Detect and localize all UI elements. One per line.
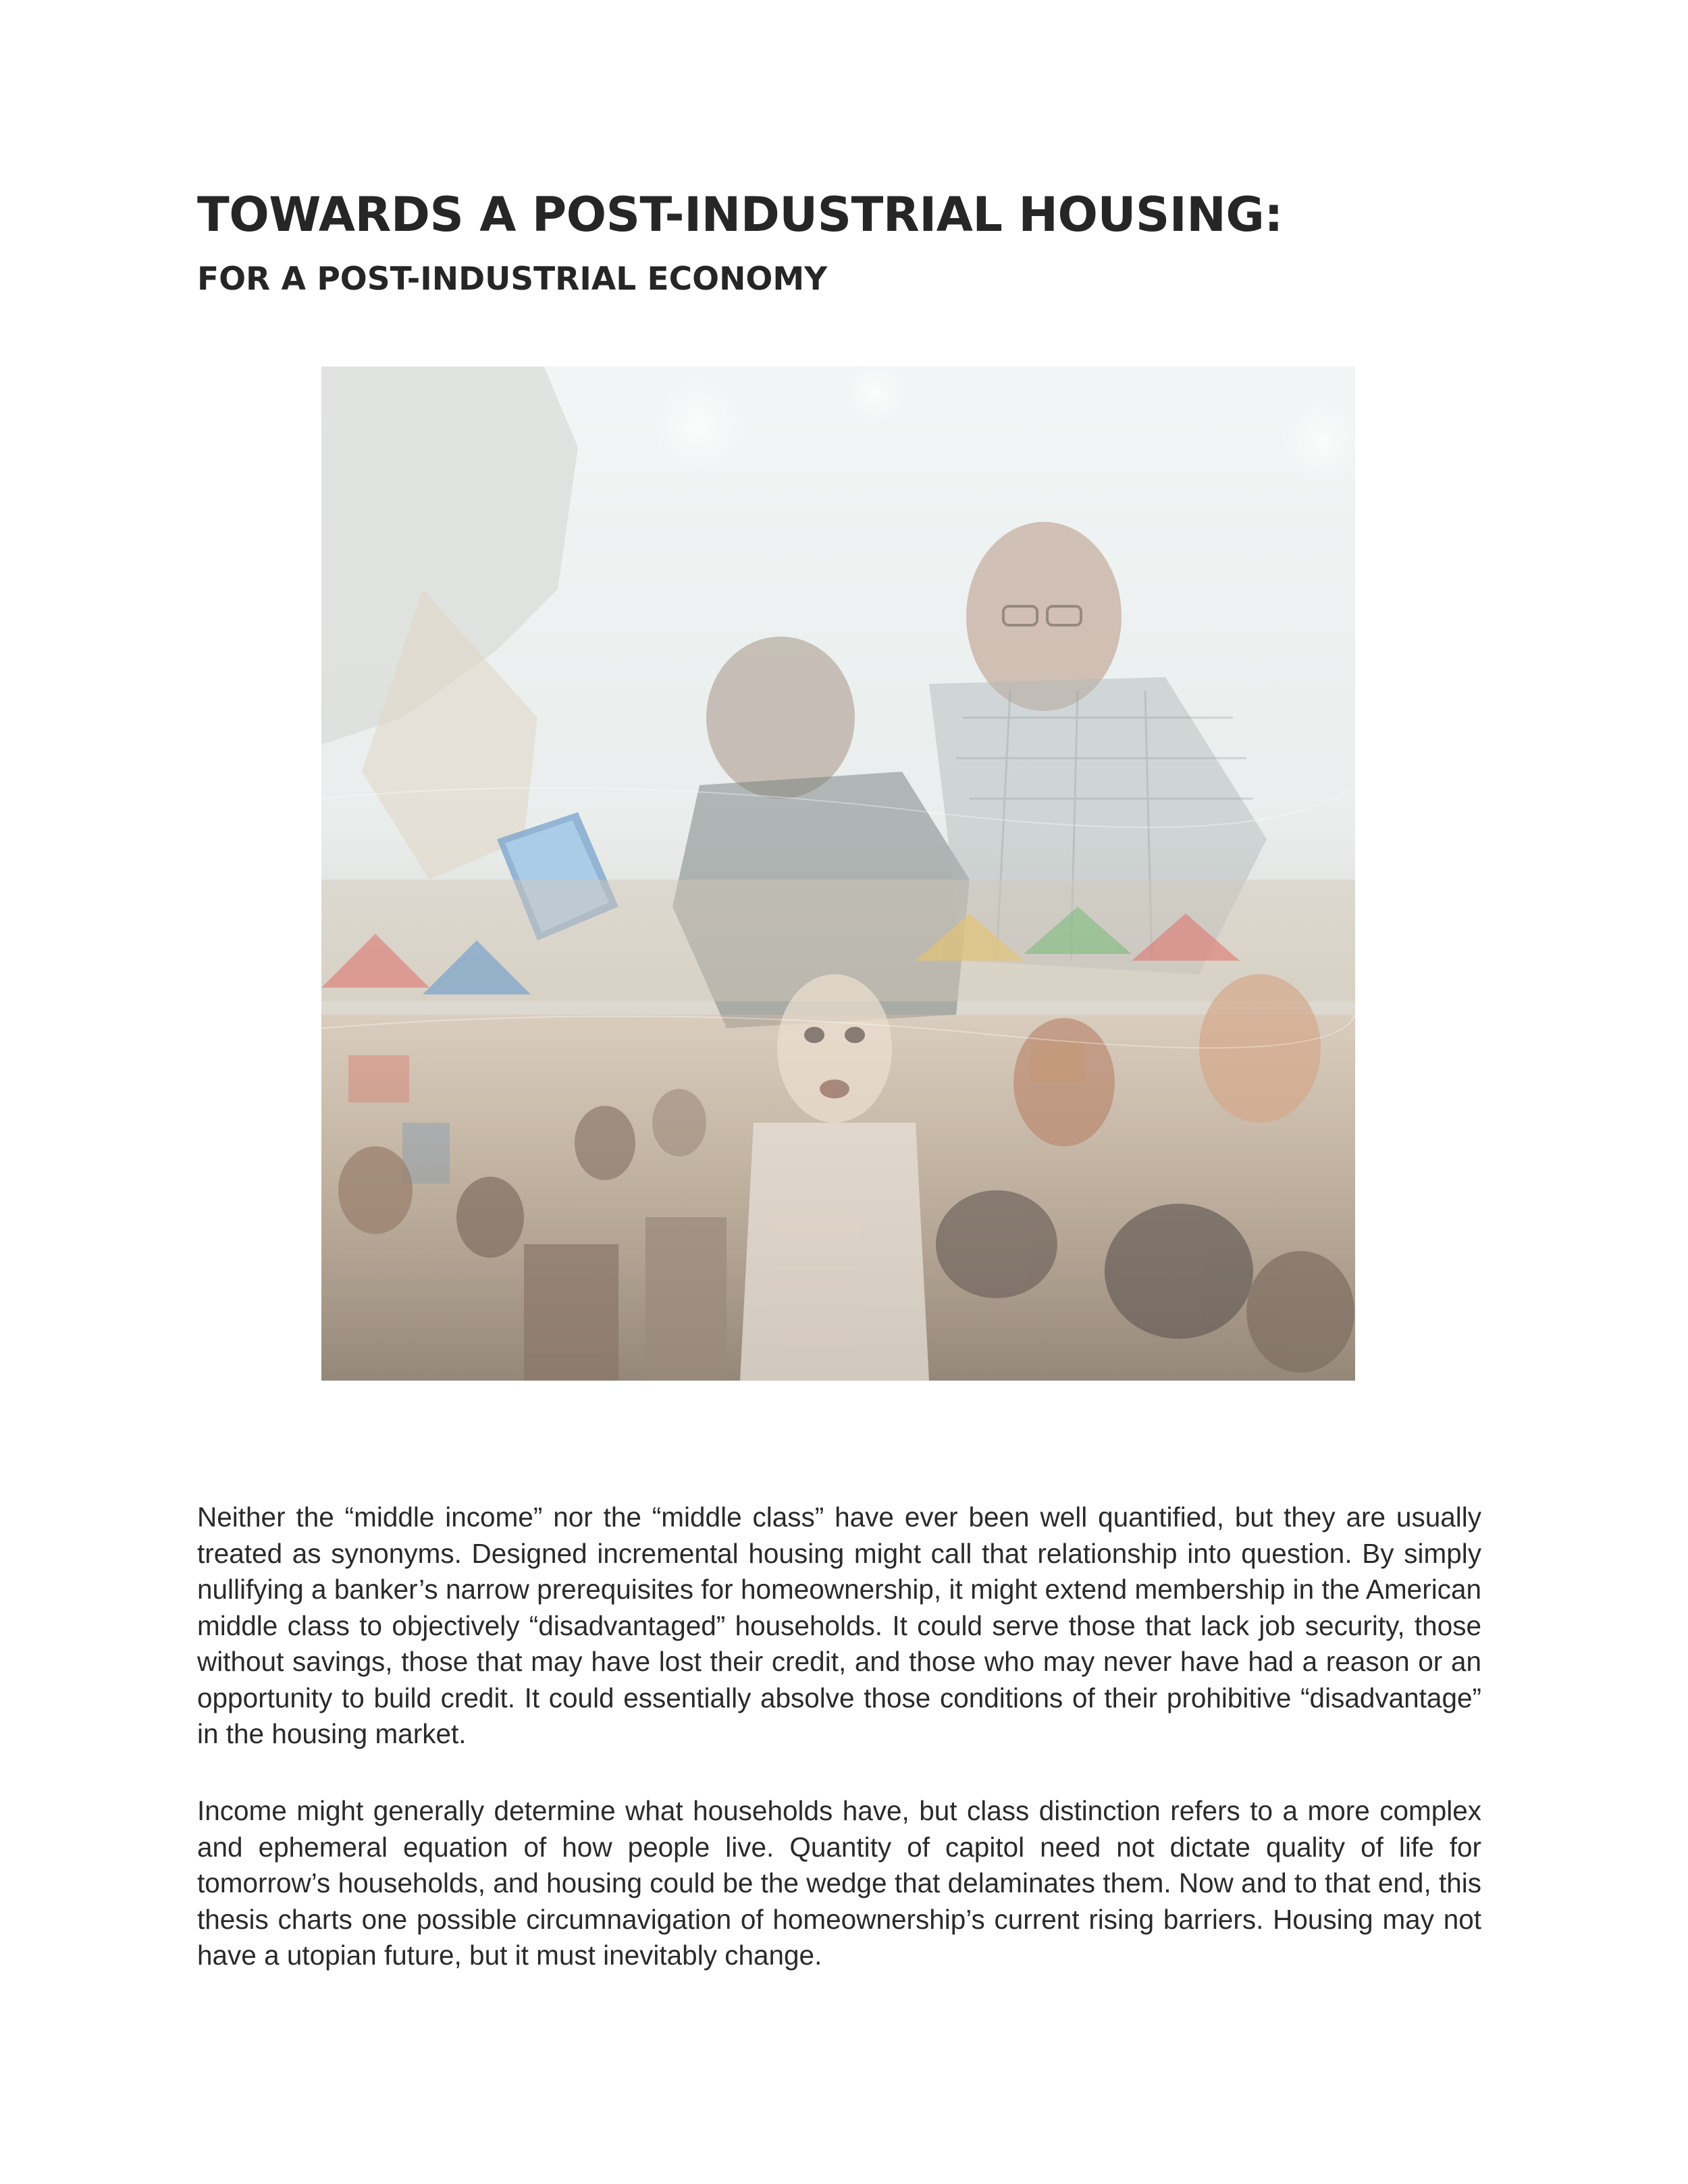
- page-title: TOWARDS A POST-INDUSTRIAL HOUSING:: [197, 187, 1283, 242]
- body-paragraph-1: Neither the “middle income” nor the “middle class” have ever been well quantified, but they are usually treated as synonyms. Designed incremental housing might call that relationship into question. By simply nullifying a banker’s narrow prerequisites for homeownership, it might extend membership in the American middle class to objectively “disadvantaged” households. It could serve those that lack job security, those without savings, those that may have lost their credit, and those who may never have had a reason or an opportunity to build credit. It could essentially absolve those conditions of their prohibitive “disadvantage” in the housing market.: [197, 1501, 1481, 1749]
- photo-collage-image: [321, 367, 1355, 1381]
- body-paragraph-2: Income might generally determine what households have, but class distinction refers to a more complex and ephemeral equation of how people live. Quantity of capitol need not dictate quality of life for tomorrow’s households, and housing could be the wedge that delaminates them. Now and to that end, this thesis charts one possible circumnavigation of homeownership’s current rising barriers. Housing may not have a utopian future, but it must inevitably change.: [197, 1795, 1481, 1971]
- page-subtitle: FOR A POST-INDUSTRIAL ECONOMY: [197, 261, 828, 298]
